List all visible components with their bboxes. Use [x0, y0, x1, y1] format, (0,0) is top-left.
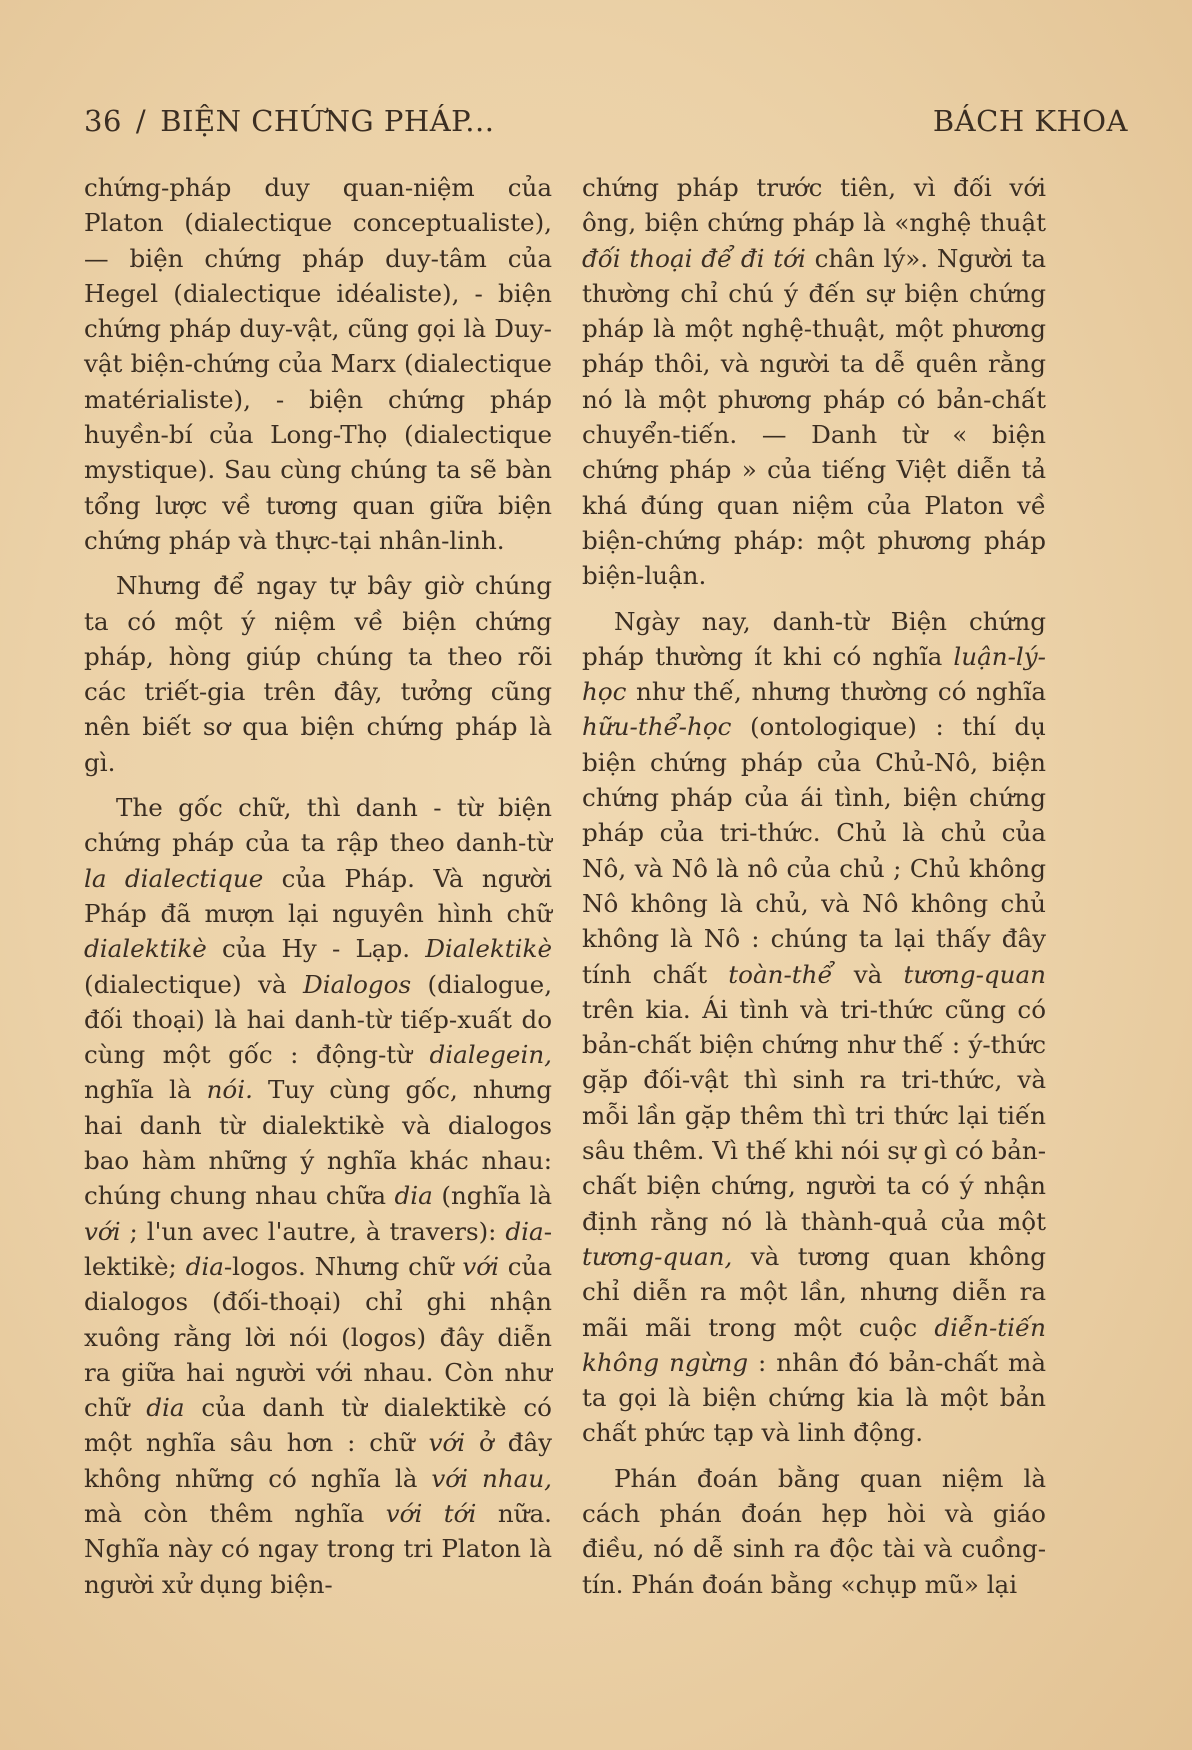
text-run: nữa. Nghĩa này có ngay trong tri Platon là người xử dụng biện- — [84, 1498, 552, 1599]
text-run: (dialogue, đối thoại) là hai danh-từ tiếp-xuất do cùng một gốc : động-từ — [84, 969, 553, 1070]
text-run: và — [832, 959, 904, 989]
italic-term: với — [428, 1428, 466, 1458]
text-run: của dialogos (đối-thoại) chỉ ghi nhận xuông rằng lời nói (logos) đây diễn ra giữa hai người với nhau. Còn như chữ — [84, 1251, 552, 1423]
italic-term: dialektikè — [84, 934, 207, 964]
text-run: Ngày nay, danh-từ Biện chứng pháp thường ít khi có nghĩa — [582, 606, 1046, 671]
text-run: và tương quan không chỉ diễn ra một lần, nhưng diễn ra mãi mãi trong một cuộc — [582, 1241, 1046, 1342]
left-column — [84, 170, 552, 1612]
text-run: của Hy - Lạp. — [206, 934, 426, 964]
italic-term: Dialektikè — [425, 934, 552, 964]
text-run: The gốc chữ, thì danh - từ biện chứng pháp của ta rập theo danh-từ — [84, 793, 552, 858]
italic-term: với — [84, 1216, 121, 1246]
italic-term: tương-quan — [903, 959, 1046, 989]
italic-term: đối thoại để đi tới — [582, 243, 806, 273]
page-header — [84, 104, 1128, 144]
italic-term: dialegein, — [429, 1040, 552, 1070]
header-separator: / — [135, 104, 147, 138]
text-run: mà còn thêm nghĩa — [84, 1498, 386, 1528]
section-title: BIỆN CHỨNG PHÁP... — [160, 104, 495, 138]
text-run: của danh từ dialektikè có một nghĩa sâu hơn : chữ — [84, 1393, 552, 1458]
italic-term: với tới — [385, 1498, 477, 1528]
text-run: : nhân đó bản-chất mà ta gọi là biện chứng kia là một bản chất phức tạp và linh động. — [582, 1347, 1046, 1448]
italic-term: diễn-tiến không ngừng — [582, 1312, 1046, 1377]
header-left — [84, 104, 494, 138]
text-run: chân lý». Người ta thường chỉ chú ý đến sự biện chứng pháp là một nghệ-thuật, một phương pháp thôi, và người ta dễ quên rằng nó là một phương pháp có bản-chất chuyển-tiến. — Danh từ « biện chứng pháp » của tiếng Việt diễn tả khá đúng quan niệm của Platon về biện-chứng pháp: một phương pháp biện-luận. — [582, 243, 1046, 591]
text-run: (dialectique) và — [84, 969, 303, 999]
italic-term: với — [462, 1251, 499, 1281]
right-column — [582, 170, 1046, 1612]
left-paragraph-1: chứng-pháp duy quan-niệm của Platon (dialectique conceptualiste), — biện chứng pháp duy-tâm của Hegel (dialectique idéaliste), - biện chứng pháp duy-vật, cũng gọi là Duy-vật biện-chứng của Marx (dialectique matérialiste), - biện chứng pháp huyền-bí của Long-Thọ (dialectique mystique). Sau cùng chúng ta sẽ bàn tổng lược về tương quan giữa biện chứng pháp và thực-tại nhân-linh. — [84, 173, 552, 555]
page-number: 36 — [84, 104, 122, 138]
italic-term: dia — [394, 1181, 433, 1211]
italic-term: Dialogos — [302, 969, 412, 999]
text-run: ; l'un avec l'autre, à travers): — [120, 1216, 506, 1246]
left-paragraph-2: Nhưng để ngay tự bây giờ chúng ta có một ý niệm về biện chứng pháp, hòng giúp chúng ta theo rõi các triết-gia trên đây, tưởng cũng nên biết sơ qua biện chứng pháp là gì. — [84, 571, 552, 777]
text-run: trên kia. Ái tình và tri-thức cũng có bản-chất biện chứng như thế : ý-thức gặp đối-vật thì sinh ra tri-thức, và mỗi lần gặp thêm thì tri thức lại tiến sâu thêm. Vì thế khi nói sự gì có bản-chất biện chứng, người ta có ý nhận định rằng nó là thành-quả của một — [582, 994, 1046, 1236]
text-run: Tuy cùng gốc, nhưng hai danh từ dialektikè và dialogos bao hàm những ý nghĩa khác nhau: chúng chung nhau chữa — [84, 1075, 552, 1211]
italic-term: luận-lý-học — [582, 641, 1046, 707]
text-run: như thế, nhưng thường có nghĩa — [626, 677, 1046, 707]
text-run: (nghĩa là — [432, 1181, 552, 1211]
italic-term: dia — [505, 1216, 544, 1246]
text-run: -logos. Nhưng chữ — [223, 1251, 463, 1281]
italic-term: la dialectique — [84, 863, 264, 893]
text-run: chứng pháp trước tiên, vì đối với ông, biện chứng pháp là «nghệ thuật — [582, 173, 1046, 238]
text-run: (ontologique) : thí dụ biện chứng pháp của Chủ-Nô, biện chứng pháp của ái tình, biện chứng pháp của tri-thức. Chủ là chủ của Nô, và Nô là nô của chủ ; Chủ không Nô không là chủ, và Nô không chủ không là Nô : chúng ta lại thấy đây tính chất — [582, 712, 1046, 989]
text-run: nghĩa là — [84, 1075, 207, 1105]
italic-term: toàn-thể — [728, 959, 833, 989]
italic-term: nói. — [206, 1075, 253, 1105]
right-paragraph-3: Phán đoán bằng quan niệm là cách phán đoán hẹp hòi và giáo điều, nó dễ sinh ra độc tài và cuồng-tín. Phán đoán bằng «chụp mũ» lại — [582, 1463, 1046, 1599]
journal-title: BÁCH KHOA — [932, 104, 1128, 138]
right-paragraph-1 — [582, 170, 1046, 594]
text-run: -lektikè; — [84, 1216, 552, 1281]
text-run: ở đây không những có nghĩa là — [84, 1428, 552, 1493]
italic-term: với nhau, — [431, 1463, 552, 1493]
italic-term: dia — [146, 1393, 185, 1423]
italic-term: dia — [185, 1251, 224, 1281]
left-paragraph-3 — [84, 790, 552, 1602]
right-paragraph-2 — [582, 604, 1046, 1451]
italic-term: tương-quan, — [582, 1241, 733, 1271]
text-run: của Pháp. Và người Pháp đã mượn lại nguyên hình chữ — [84, 863, 552, 928]
italic-term: hữu-thể-học — [582, 712, 732, 742]
